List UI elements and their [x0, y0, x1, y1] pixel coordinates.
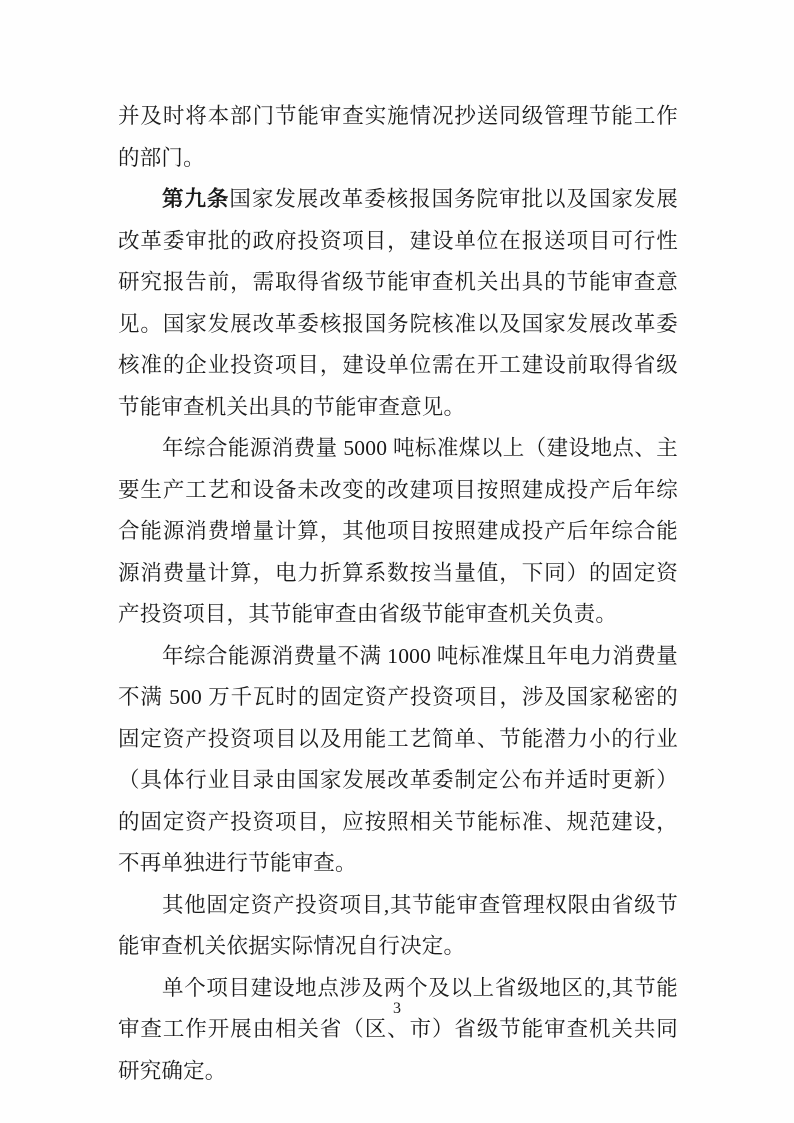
paragraph-5000-ton [118, 428, 678, 636]
paragraph-text: 其他固定资产投资项目,其节能审查管理权限由省级节能审查机关依据实际情况自行决定。 [118, 892, 678, 958]
paragraph-text: 年综合能源消费量 5000 吨标准煤以上（建设地点、主要生产工艺和设备未改变的改建项目按照建成投产后年综合能源消费增量计算，其他项目按照建成投产后年综合能源消费量计算，电力折算系数按当量值，下同）的固定资产投资项目，其节能审查由省级节能审查机关负责。 [118, 436, 678, 626]
paragraph-1000-ton [118, 636, 678, 885]
paragraph-cross-region [118, 968, 678, 1093]
paragraph-text: 年综合能源消费量不满 1000 吨标准煤且年电力消费量不满 500 万千瓦时的固定资产投资项目，涉及国家秘密的固定资产投资项目以及用能工艺简单、节能潜力小的行业（具体行业目录由国家发展改革委制定公布并适时更新）的固定资产投资项目，应按照相关节能标准、规范建设，不再单独进行节能审查。 [118, 643, 678, 875]
paragraph-other-projects [118, 885, 678, 968]
paragraph-text: 国家发展改革委核报国务院审批以及国家发展改革委审批的政府投资项目，建设单位在报送项目可行性研究报告前，需取得省级节能审查机关出具的节能审查意见。国家发展改革委核报国务院核准以及国家发展改革委核准的企业投资项目，建设单位需在开工建设前取得省级节能审查机关出具的节能审查意见。 [118, 187, 678, 419]
paragraph-text: 并及时将本部门节能审查实施情况抄送同级管理节能工作的部门。 [118, 104, 678, 170]
paragraph-text: 单个项目建设地点涉及两个及以上省级地区的,其节能审查工作开展由相关省（区、市）省级节能审查机关共同研究确定。 [118, 975, 678, 1083]
article-number-label: 第九条 [162, 187, 230, 211]
paragraph-continued [118, 96, 678, 179]
page-number: 3 [393, 1000, 401, 1017]
paragraph-article-9 [118, 179, 678, 428]
document-body [118, 96, 678, 1092]
